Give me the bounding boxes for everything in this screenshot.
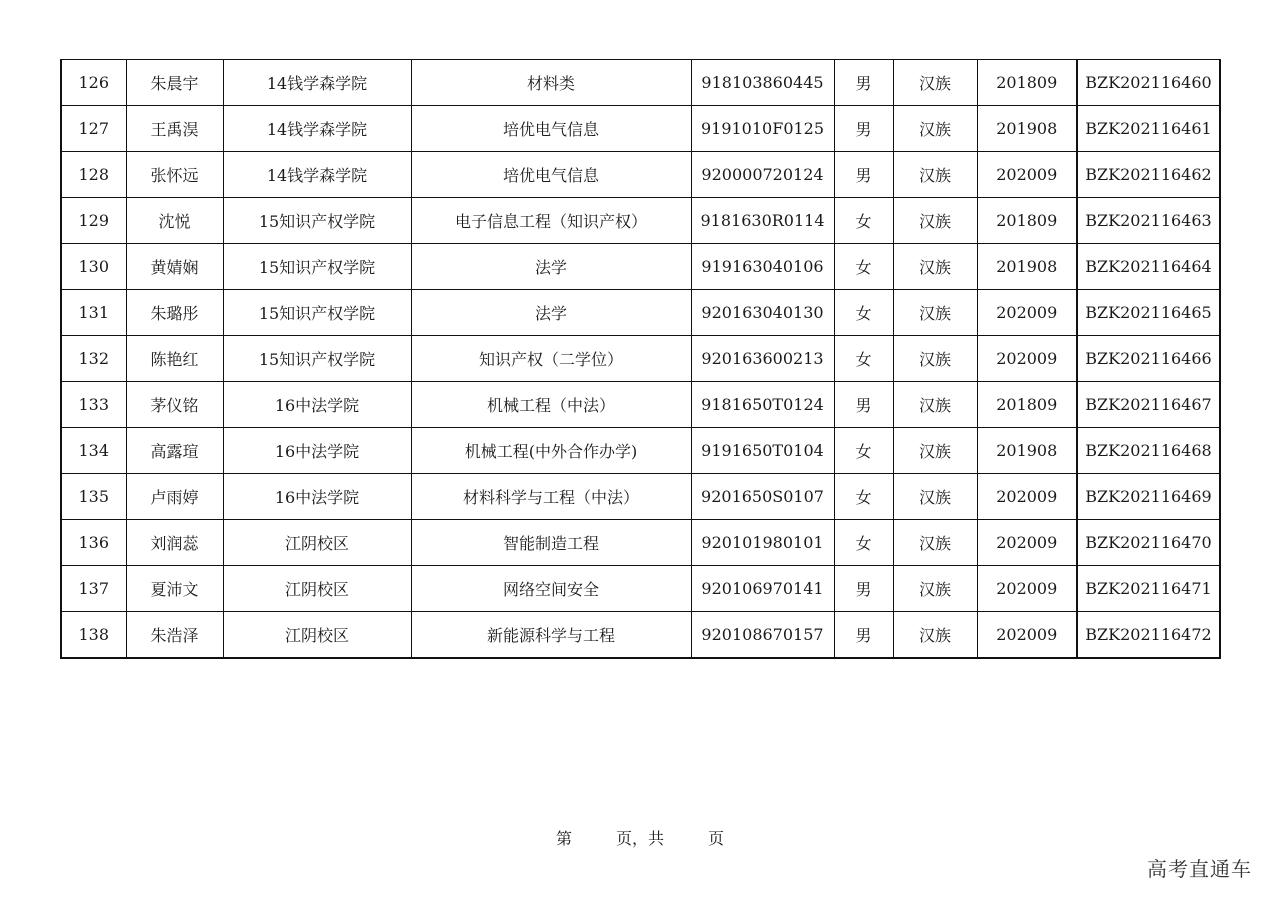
gender-cell: 女 [834, 474, 893, 520]
ethnicity-cell: 汉族 [893, 152, 977, 198]
table-row [61, 60, 1220, 106]
page-word: 第 [555, 829, 572, 848]
college-cell: 江阴校区 [223, 566, 411, 612]
gender-cell: 女 [834, 244, 893, 290]
row-number-cell: 134 [61, 428, 126, 474]
major-cell: 机械工程（中法） [411, 382, 691, 428]
enrollment-date-cell: 202009 [977, 520, 1077, 566]
college-cell: 15知识产权学院 [223, 336, 411, 382]
student-id-cell: 920163040130 [691, 290, 834, 336]
enrollment-date-cell: 202009 [977, 566, 1077, 612]
college-cell: 16中法学院 [223, 474, 411, 520]
major-cell: 智能制造工程 [411, 520, 691, 566]
major-cell: 材料类 [411, 60, 691, 106]
gender-cell: 男 [834, 612, 893, 659]
enrollment-date-cell: 201908 [977, 428, 1077, 474]
student-id-cell: 9181630R0114 [691, 198, 834, 244]
row-number-cell: 132 [61, 336, 126, 382]
ethnicity-cell: 汉族 [893, 612, 977, 659]
row-number-cell: 137 [61, 566, 126, 612]
row-number-cell: 135 [61, 474, 126, 520]
ethnicity-cell: 汉族 [893, 244, 977, 290]
student-id-cell: 920000720124 [691, 152, 834, 198]
student-id-cell: 918103860445 [691, 60, 834, 106]
enrollment-date-cell: 201809 [977, 60, 1077, 106]
row-number-cell: 136 [61, 520, 126, 566]
student-name-cell: 朱璐彤 [126, 290, 223, 336]
enrollment-date-cell: 202009 [977, 612, 1077, 659]
certificate-number-cell: BZK202116463 [1077, 198, 1220, 244]
certificate-number-cell: BZK202116472 [1077, 612, 1220, 659]
row-number-cell: 128 [61, 152, 126, 198]
page-end: 页 [708, 829, 725, 848]
ethnicity-cell: 汉族 [893, 382, 977, 428]
student-id-cell: 920108670157 [691, 612, 834, 659]
college-cell: 14钱学森学院 [223, 152, 411, 198]
table-row [61, 106, 1220, 152]
student-name-cell: 张怀远 [126, 152, 223, 198]
college-cell: 14钱学森学院 [223, 106, 411, 152]
gender-cell: 女 [834, 290, 893, 336]
major-cell: 机械工程(中外合作办学) [411, 428, 691, 474]
major-cell: 法学 [411, 244, 691, 290]
major-cell: 培优电气信息 [411, 152, 691, 198]
major-cell: 培优电气信息 [411, 106, 691, 152]
table-row [61, 428, 1220, 474]
student-name-cell: 沈悦 [126, 198, 223, 244]
gender-cell: 男 [834, 566, 893, 612]
major-cell: 材料科学与工程（中法） [411, 474, 691, 520]
table-row [61, 474, 1220, 520]
ethnicity-cell: 汉族 [893, 60, 977, 106]
certificate-number-cell: BZK202116471 [1077, 566, 1220, 612]
certificate-number-cell: BZK202116465 [1077, 290, 1220, 336]
ethnicity-cell: 汉族 [893, 520, 977, 566]
ethnicity-cell: 汉族 [893, 566, 977, 612]
college-cell: 15知识产权学院 [223, 244, 411, 290]
certificate-number-cell: BZK202116461 [1077, 106, 1220, 152]
enrollment-date-cell: 202009 [977, 290, 1077, 336]
major-cell: 法学 [411, 290, 691, 336]
gender-cell: 男 [834, 382, 893, 428]
gender-cell: 男 [834, 152, 893, 198]
student-id-cell: 920106970141 [691, 566, 834, 612]
gender-cell: 女 [834, 198, 893, 244]
table-row [61, 612, 1220, 659]
row-number-cell: 129 [61, 198, 126, 244]
student-id-cell: 9201650S0107 [691, 474, 834, 520]
row-number-cell: 130 [61, 244, 126, 290]
major-cell: 电子信息工程（知识产权） [411, 198, 691, 244]
table-row [61, 244, 1220, 290]
ethnicity-cell: 汉族 [893, 198, 977, 244]
student-name-cell: 卢雨婷 [126, 474, 223, 520]
watermark-text: 高考直通车 [1147, 857, 1252, 881]
student-name-cell: 夏沛文 [126, 566, 223, 612]
student-id-cell: 920163600213 [691, 336, 834, 382]
certificate-number-cell: BZK202116468 [1077, 428, 1220, 474]
table-row [61, 566, 1220, 612]
certificate-number-cell: BZK202116464 [1077, 244, 1220, 290]
student-name-cell: 黄婧娴 [126, 244, 223, 290]
row-number-cell: 138 [61, 612, 126, 659]
enrollment-date-cell: 201908 [977, 106, 1077, 152]
college-cell: 江阴校区 [223, 520, 411, 566]
college-cell: 15知识产权学院 [223, 290, 411, 336]
student-name-cell: 茅仪铭 [126, 382, 223, 428]
major-cell: 知识产权（二学位） [411, 336, 691, 382]
college-cell: 14钱学森学院 [223, 60, 411, 106]
student-name-cell: 刘润蕊 [126, 520, 223, 566]
enrollment-date-cell: 202009 [977, 336, 1077, 382]
student-id-cell: 920101980101 [691, 520, 834, 566]
enrollment-date-cell: 201809 [977, 382, 1077, 428]
certificate-number-cell: BZK202116467 [1077, 382, 1220, 428]
row-number-cell: 126 [61, 60, 126, 106]
gender-cell: 男 [834, 60, 893, 106]
major-cell: 新能源科学与工程 [411, 612, 691, 659]
student-name-cell: 朱浩泽 [126, 612, 223, 659]
ethnicity-cell: 汉族 [893, 336, 977, 382]
gender-cell: 女 [834, 428, 893, 474]
certificate-number-cell: BZK202116460 [1077, 60, 1220, 106]
student-id-cell: 9181650T0124 [691, 382, 834, 428]
college-cell: 江阴校区 [223, 612, 411, 659]
college-cell: 15知识产权学院 [223, 198, 411, 244]
student-id-cell: 9191010F0125 [691, 106, 834, 152]
table-row [61, 336, 1220, 382]
college-cell: 16中法学院 [223, 428, 411, 474]
certificate-number-cell: BZK202116466 [1077, 336, 1220, 382]
gender-cell: 男 [834, 106, 893, 152]
student-id-cell: 9191650T0104 [691, 428, 834, 474]
certificate-number-cell: BZK202116462 [1077, 152, 1220, 198]
row-number-cell: 133 [61, 382, 126, 428]
row-number-cell: 127 [61, 106, 126, 152]
table-row [61, 382, 1220, 428]
table-row [61, 152, 1220, 198]
page-mid: 页，共 [615, 829, 664, 848]
gender-cell: 女 [834, 520, 893, 566]
certificate-number-cell: BZK202116470 [1077, 520, 1220, 566]
row-number-cell: 131 [61, 290, 126, 336]
student-name-cell: 朱晨宇 [126, 60, 223, 106]
enrollment-date-cell: 201809 [977, 198, 1077, 244]
table-row [61, 290, 1220, 336]
ethnicity-cell: 汉族 [893, 290, 977, 336]
page-footer [0, 826, 1280, 849]
student-roster-table [60, 59, 1221, 659]
table-row [61, 520, 1220, 566]
roster-body [61, 60, 1220, 659]
student-name-cell: 王禹淏 [126, 106, 223, 152]
ethnicity-cell: 汉族 [893, 106, 977, 152]
gender-cell: 女 [834, 336, 893, 382]
student-name-cell: 高露瑄 [126, 428, 223, 474]
certificate-number-cell: BZK202116469 [1077, 474, 1220, 520]
student-name-cell: 陈艳红 [126, 336, 223, 382]
ethnicity-cell: 汉族 [893, 474, 977, 520]
table-row [61, 198, 1220, 244]
enrollment-date-cell: 202009 [977, 474, 1077, 520]
major-cell: 网络空间安全 [411, 566, 691, 612]
enrollment-date-cell: 202009 [977, 152, 1077, 198]
enrollment-date-cell: 201908 [977, 244, 1077, 290]
ethnicity-cell: 汉族 [893, 428, 977, 474]
college-cell: 16中法学院 [223, 382, 411, 428]
student-id-cell: 919163040106 [691, 244, 834, 290]
